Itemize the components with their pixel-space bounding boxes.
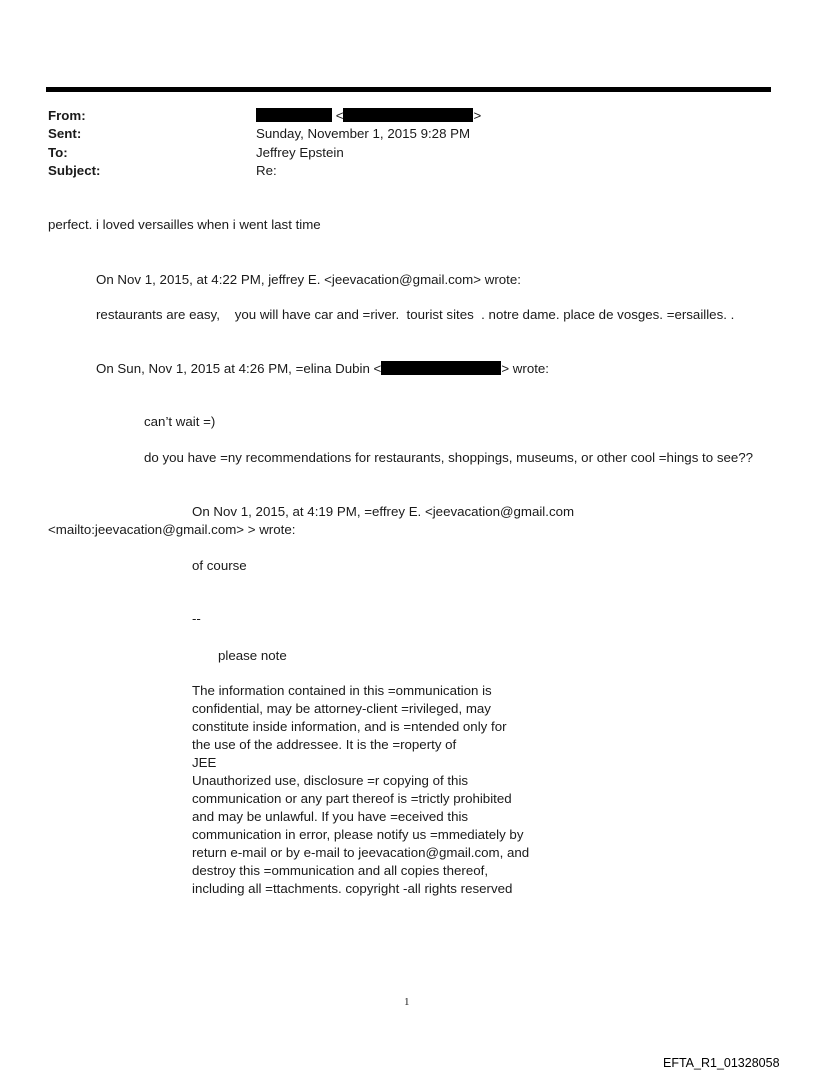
quote3-header-line1: On Nov 1, 2015, at 4:19 PM, =effrey E. <jeevacation@gmail.com [192,504,575,519]
sent-value: Sunday, November 1, 2015 9:28 PM [256,126,471,141]
to-value: Jeffrey Epstein [256,145,344,160]
disclaimer-line: JEE [192,755,217,770]
disclaimer-line: constitute inside information, and is =ntended only for [192,719,507,734]
redaction-box [256,108,332,122]
document-id: EFTA_R1_01328058 [663,1056,780,1070]
sent-label: Sent: [48,126,82,141]
disclaimer-line: the use of the addressee. It is the =roperty of [192,737,457,752]
signature-dashes: -- [192,611,201,626]
quote1-header: On Nov 1, 2015, at 4:22 PM, jeffrey E. <jeevacation@gmail.com> wrote: [96,272,521,287]
reply-line: perfect. i loved versailles when i went last time [48,217,321,232]
quote2-header-post: > wrote: [501,361,549,376]
disclaimer-line: The information contained in this =ommunication is [192,683,492,698]
disclaimer-line: confidential, may be attorney-client =rivileged, may [192,701,491,716]
page-number: 1 [404,996,410,1008]
from-value [256,107,481,124]
quote2-line2: do you have =ny recommendations for restaurants, shoppings, museums, or other cool =hings to see?? [144,450,754,465]
subject-label: Subject: [48,163,101,178]
disclaimer-line: destroy this =ommunication and all copies thereof, [192,863,489,878]
from-label: From: [48,108,86,123]
quote2-header [96,360,549,377]
from-lt: < [335,108,344,123]
from-gt: > [473,108,482,123]
quote2-header-pre: On Sun, Nov 1, 2015 at 4:26 PM, =elina Dubin < [96,361,382,376]
disclaimer-line: communication in error, please notify us =mmediately by [192,827,524,842]
quote3-header-line2: <mailto:jeevacation@gmail.com> > wrote: [48,522,296,537]
disclaimer-block [192,682,529,898]
redaction-box [381,361,501,375]
quote1-text: restaurants are easy, you will have car and =river. tourist sites . notre dame. place de vosges. =ersailles. . [96,307,735,322]
please-note: please note [218,648,287,663]
disclaimer-line: return e-mail or by e-mail to jeevacation@gmail.com, and [192,845,530,860]
header-rule [46,87,771,92]
disclaimer-line: Unauthorized use, disclosure =r copying of this [192,773,469,788]
redaction-box [343,108,473,122]
disclaimer-line: communication or any part thereof is =trictly prohibited [192,791,512,806]
subject-value: Re: [256,163,277,178]
to-label: To: [48,145,68,160]
disclaimer-line: and may be unlawful. If you have =eceived this [192,809,469,824]
disclaimer-line: including all =ttachments. copyright -all rights reserved [192,881,513,896]
quote2-line1: can’t wait =) [144,414,216,429]
quote3-text: of course [192,558,247,573]
